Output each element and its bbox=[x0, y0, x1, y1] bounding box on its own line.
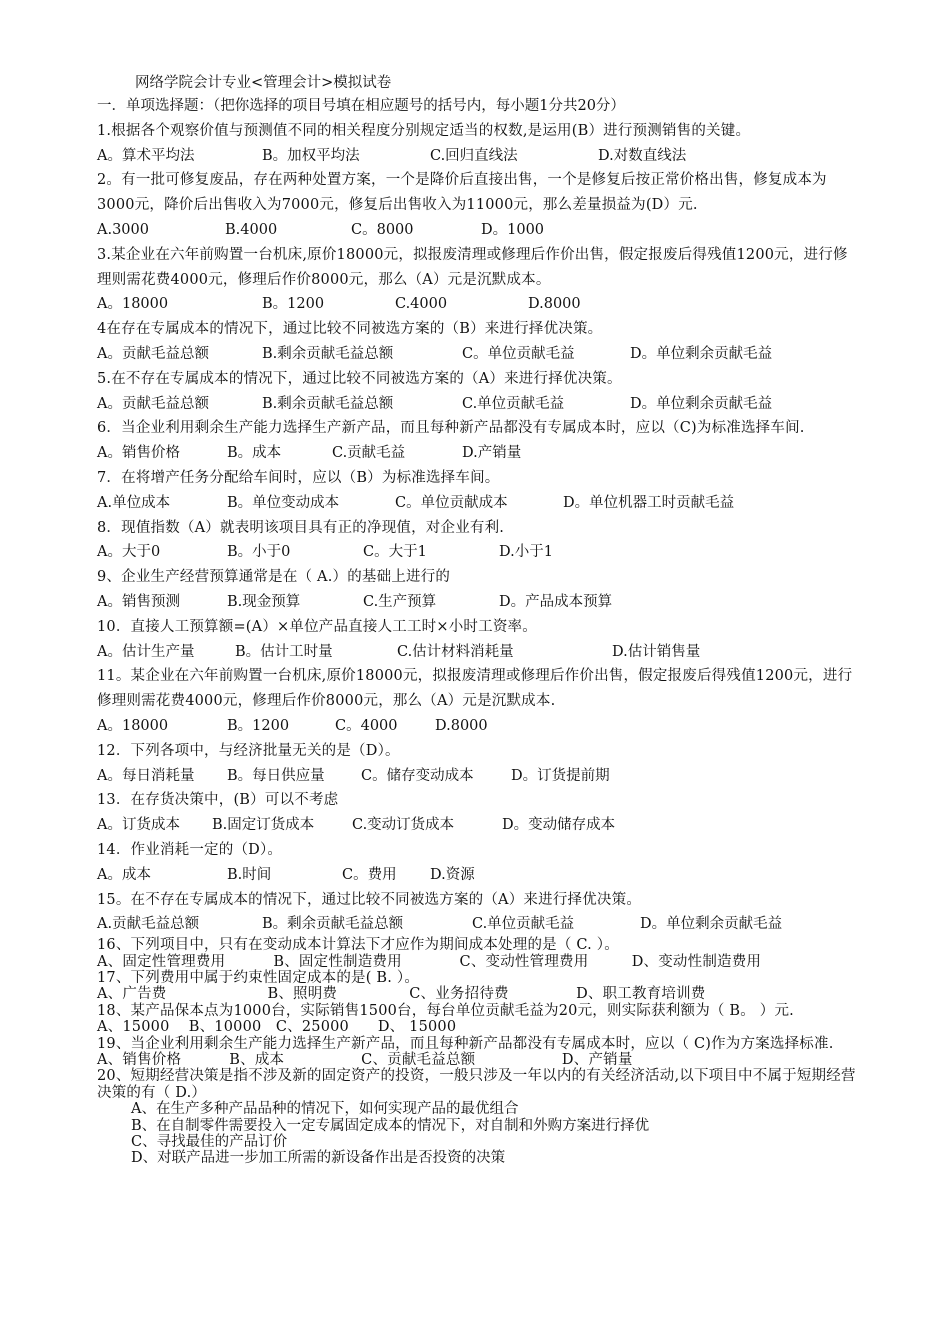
question-options bbox=[97, 764, 857, 789]
option-item: C.单位贡献毛益 bbox=[472, 916, 575, 933]
option-item: B。估计工时量 bbox=[235, 643, 333, 660]
option-item: B。1200 bbox=[227, 717, 290, 734]
question-text: 20、短期经营决策是指不涉及新的固定资产的投资，一般只涉及一年以内的有关经济活动,以下项目中不属于短期经营决策的有（ D.） bbox=[97, 1068, 856, 1101]
option-item: B.剩余贡献毛益总额 bbox=[262, 395, 394, 412]
option-item: B。小于0 bbox=[227, 544, 291, 561]
option-item: D。单位剩余贡献毛益 bbox=[630, 395, 773, 412]
question-options bbox=[97, 292, 857, 317]
question-options: A、广告费 B、照明费 C、业务招待费 D、职工教育培训费 bbox=[97, 986, 706, 1003]
question-text: 19、当企业利用剩余生产能力选择生产新产品，而且每种新产品都没有专属成本时，应以（ C)作为方案选择标准. bbox=[97, 1035, 834, 1052]
option-item: A、在生产多种产品品种的情况下，如何实现产品的最优组合 bbox=[131, 1101, 519, 1118]
option-item: C.生产预算 bbox=[363, 593, 437, 610]
option-item: A.贡献毛益总额 bbox=[97, 916, 200, 933]
option-item: D。单位剩余贡献毛益 bbox=[630, 345, 773, 362]
page-title: 网络学院会计专业<管理会计>模拟试卷 bbox=[135, 75, 392, 91]
question-text: 10．直接人工预算额=(A）×单位产品直接人工工时×小时工资率。 bbox=[97, 618, 537, 635]
question-text: 5.在不存在专属成本的情况下，通过比较不同被选方案的（A）来进行择优决策。 bbox=[97, 370, 622, 387]
question-list bbox=[97, 119, 857, 937]
question-text: 13．在存货决策中，(B）可以不考虑 bbox=[97, 792, 339, 809]
question-text: 1.根据各个观察价值与预测值不同的相关程度分别规定适当的权数,是运用(B）进行预测销售的关键。 bbox=[97, 122, 751, 139]
option-item: C.单位贡献毛益 bbox=[462, 395, 565, 412]
option-item: D。单位剩余贡献毛益 bbox=[640, 916, 783, 933]
option-item: A.单位成本 bbox=[97, 494, 171, 511]
question-text: 4在存在专属成本的情况下，通过比较不同被选方案的（B）来进行择优决策。 bbox=[97, 321, 603, 338]
option-item: C。单位贡献成本 bbox=[395, 494, 508, 511]
question-text: 7．在将增产任务分配给车间时，应以（B）为标准选择车间。 bbox=[97, 469, 500, 486]
option-item: C。8000 bbox=[351, 221, 414, 238]
option-item: D。1000 bbox=[481, 221, 545, 238]
option-item: C。大于1 bbox=[363, 544, 427, 561]
option-item: B、在自制零件需要投入一定专属固定成本的情况下，对自制和外购方案进行择优 bbox=[131, 1117, 650, 1134]
question-options: A、15000 B、10000 C、25000 D、 15000 bbox=[97, 1019, 457, 1036]
question-options bbox=[97, 540, 857, 565]
question-options bbox=[97, 863, 857, 888]
option-item: D.估计销售量 bbox=[612, 643, 701, 660]
option-item: C.变动订货成本 bbox=[352, 817, 455, 834]
question-options: A、销售价格 B、成本 C、贡献毛益总额 D、产销量 bbox=[97, 1051, 633, 1068]
option-item: A。贡献毛益总额 bbox=[97, 395, 209, 412]
option-item: A。大于0 bbox=[97, 544, 161, 561]
option-item: D。订货提前期 bbox=[511, 767, 610, 784]
option-item: C。4000 bbox=[335, 717, 398, 734]
option-item: D.资源 bbox=[430, 866, 475, 883]
question-text: 15。在不存在专属成本的情况下，通过比较不同被选方案的（A）来进行择优决策。 bbox=[97, 891, 642, 908]
question-options bbox=[97, 218, 857, 243]
question-text: 18、某产品保本点为1000台，实际销售1500台，每台单位贡献毛益为20元，则实际获利额为（ B。 ）元. bbox=[97, 1002, 794, 1019]
question-list-dense bbox=[97, 937, 857, 1167]
option-item: C.4000 bbox=[395, 296, 448, 313]
option-item: A。成本 bbox=[97, 866, 151, 883]
option-item: C。单位贡献毛益 bbox=[462, 345, 575, 362]
option-item: B。成本 bbox=[227, 445, 282, 462]
option-item: D。单位机器工时贡献毛益 bbox=[563, 494, 735, 511]
option-item: D、对联产品进一步加工所需的新设备作出是否投资的决策 bbox=[131, 1150, 506, 1167]
question-options bbox=[97, 144, 857, 169]
option-item: C。储存变动成本 bbox=[361, 767, 474, 784]
option-item: A。估计生产量 bbox=[97, 643, 195, 660]
option-item: B。单位变动成本 bbox=[227, 494, 340, 511]
option-item: A。订货成本 bbox=[97, 817, 180, 834]
option-item: C、寻找最佳的产品订价 bbox=[131, 1133, 288, 1150]
question-text: 6．当企业利用剩余生产能力选择生产新产品，而且每种新产品都没有专属成本时，应以（C)为标准选择车间. bbox=[97, 420, 805, 437]
question-text: 16、下列项目中，只有在变动成本计算法下才应作为期间成本处理的是（ C. ）。 bbox=[97, 937, 619, 954]
option-item: D.对数直线法 bbox=[598, 147, 687, 164]
option-item: A。18000 bbox=[97, 296, 169, 313]
question-text: 12．下列各项中，与经济批量无关的是（D）。 bbox=[97, 742, 400, 759]
question-options bbox=[97, 491, 857, 516]
option-item: B。加权平均法 bbox=[262, 147, 360, 164]
question-options bbox=[97, 813, 857, 838]
question-text: 14．作业消耗一定的（D）。 bbox=[97, 841, 283, 858]
option-item: C。费用 bbox=[342, 866, 397, 883]
option-item: A。算术平均法 bbox=[97, 147, 195, 164]
question-text: 3.某企业在六年前购置一台机床,原价18000元，拟报废清理或修理后作价出售，假定报废后得残值1200元，进行修理则需花费4000元，修理后作价8000元，那么（A）元是沉默成本。 bbox=[97, 246, 848, 288]
option-item: A。每日消耗量 bbox=[97, 767, 195, 784]
option-item: A。销售价格 bbox=[97, 445, 180, 462]
option-item: C.回归直线法 bbox=[430, 147, 518, 164]
option-item: D.小于1 bbox=[499, 544, 553, 561]
option-item: B.4000 bbox=[225, 221, 278, 238]
option-item: B。每日供应量 bbox=[227, 767, 325, 784]
option-item: D。变动储存成本 bbox=[502, 817, 616, 834]
option-item: A。贡献毛益总额 bbox=[97, 345, 209, 362]
option-item: D.产销量 bbox=[462, 445, 522, 462]
option-item: C.估计材料消耗量 bbox=[397, 643, 514, 660]
question-options bbox=[97, 392, 857, 417]
question-text: 2。有一批可修复废品，存在两种处置方案，一个是降价后直接出售，一个是修复后按正常价格出售，修复成本为3000元，降价后出售收入为7000元，修复后出售收入为11000元，那么差量损益为(D）元. bbox=[97, 172, 827, 214]
option-item: B.时间 bbox=[227, 866, 272, 883]
question-text: 11。某企业在六年前购置一台机床,原价18000元，拟报废清理或修理后作价出售，假定报废后得残值1200元，进行修理则需花费4000元，修理后作价8000元，那么（A）元是沉默成本. bbox=[97, 668, 853, 710]
question-text: 9、企业生产经营预算通常是在（ A.）的基础上进行的 bbox=[97, 569, 451, 586]
question-options: A、固定性管理费用 B、固定性制造费用 C、变动性管理费用 D、变动性制造费用 bbox=[97, 953, 762, 970]
question-text: 8．现值指数（A）就表明该项目具有正的净现值，对企业有利. bbox=[97, 519, 505, 536]
option-item: C.贡献毛益 bbox=[332, 445, 406, 462]
option-item: B。剩余贡献毛益总额 bbox=[262, 916, 404, 933]
question-text: 17、下列费用中属于约束性固定成本的是( B. ）。 bbox=[97, 969, 420, 986]
question-options bbox=[97, 590, 857, 615]
option-item: A.3000 bbox=[97, 221, 149, 238]
option-item: D.8000 bbox=[528, 296, 581, 313]
option-item: A。18000 bbox=[97, 717, 169, 734]
option-item: D。产品成本预算 bbox=[499, 593, 613, 610]
option-item: B.剩余贡献毛益总额 bbox=[262, 345, 394, 362]
option-item: B.现金预算 bbox=[227, 593, 301, 610]
option-item: A。销售预测 bbox=[97, 593, 180, 610]
question-options bbox=[97, 342, 857, 367]
exam-page bbox=[97, 72, 857, 1167]
option-item: B.固定订货成本 bbox=[212, 817, 315, 834]
question-options bbox=[97, 714, 857, 739]
section-heading: 一．单项选择题：（把你选择的项目号填在相应题号的括号内，每小题1分共20分） bbox=[97, 98, 625, 114]
question-options bbox=[97, 441, 857, 466]
option-item: B。1200 bbox=[262, 296, 325, 313]
question-options bbox=[97, 912, 857, 937]
option-item: D.8000 bbox=[435, 717, 488, 734]
question-options bbox=[97, 640, 857, 665]
